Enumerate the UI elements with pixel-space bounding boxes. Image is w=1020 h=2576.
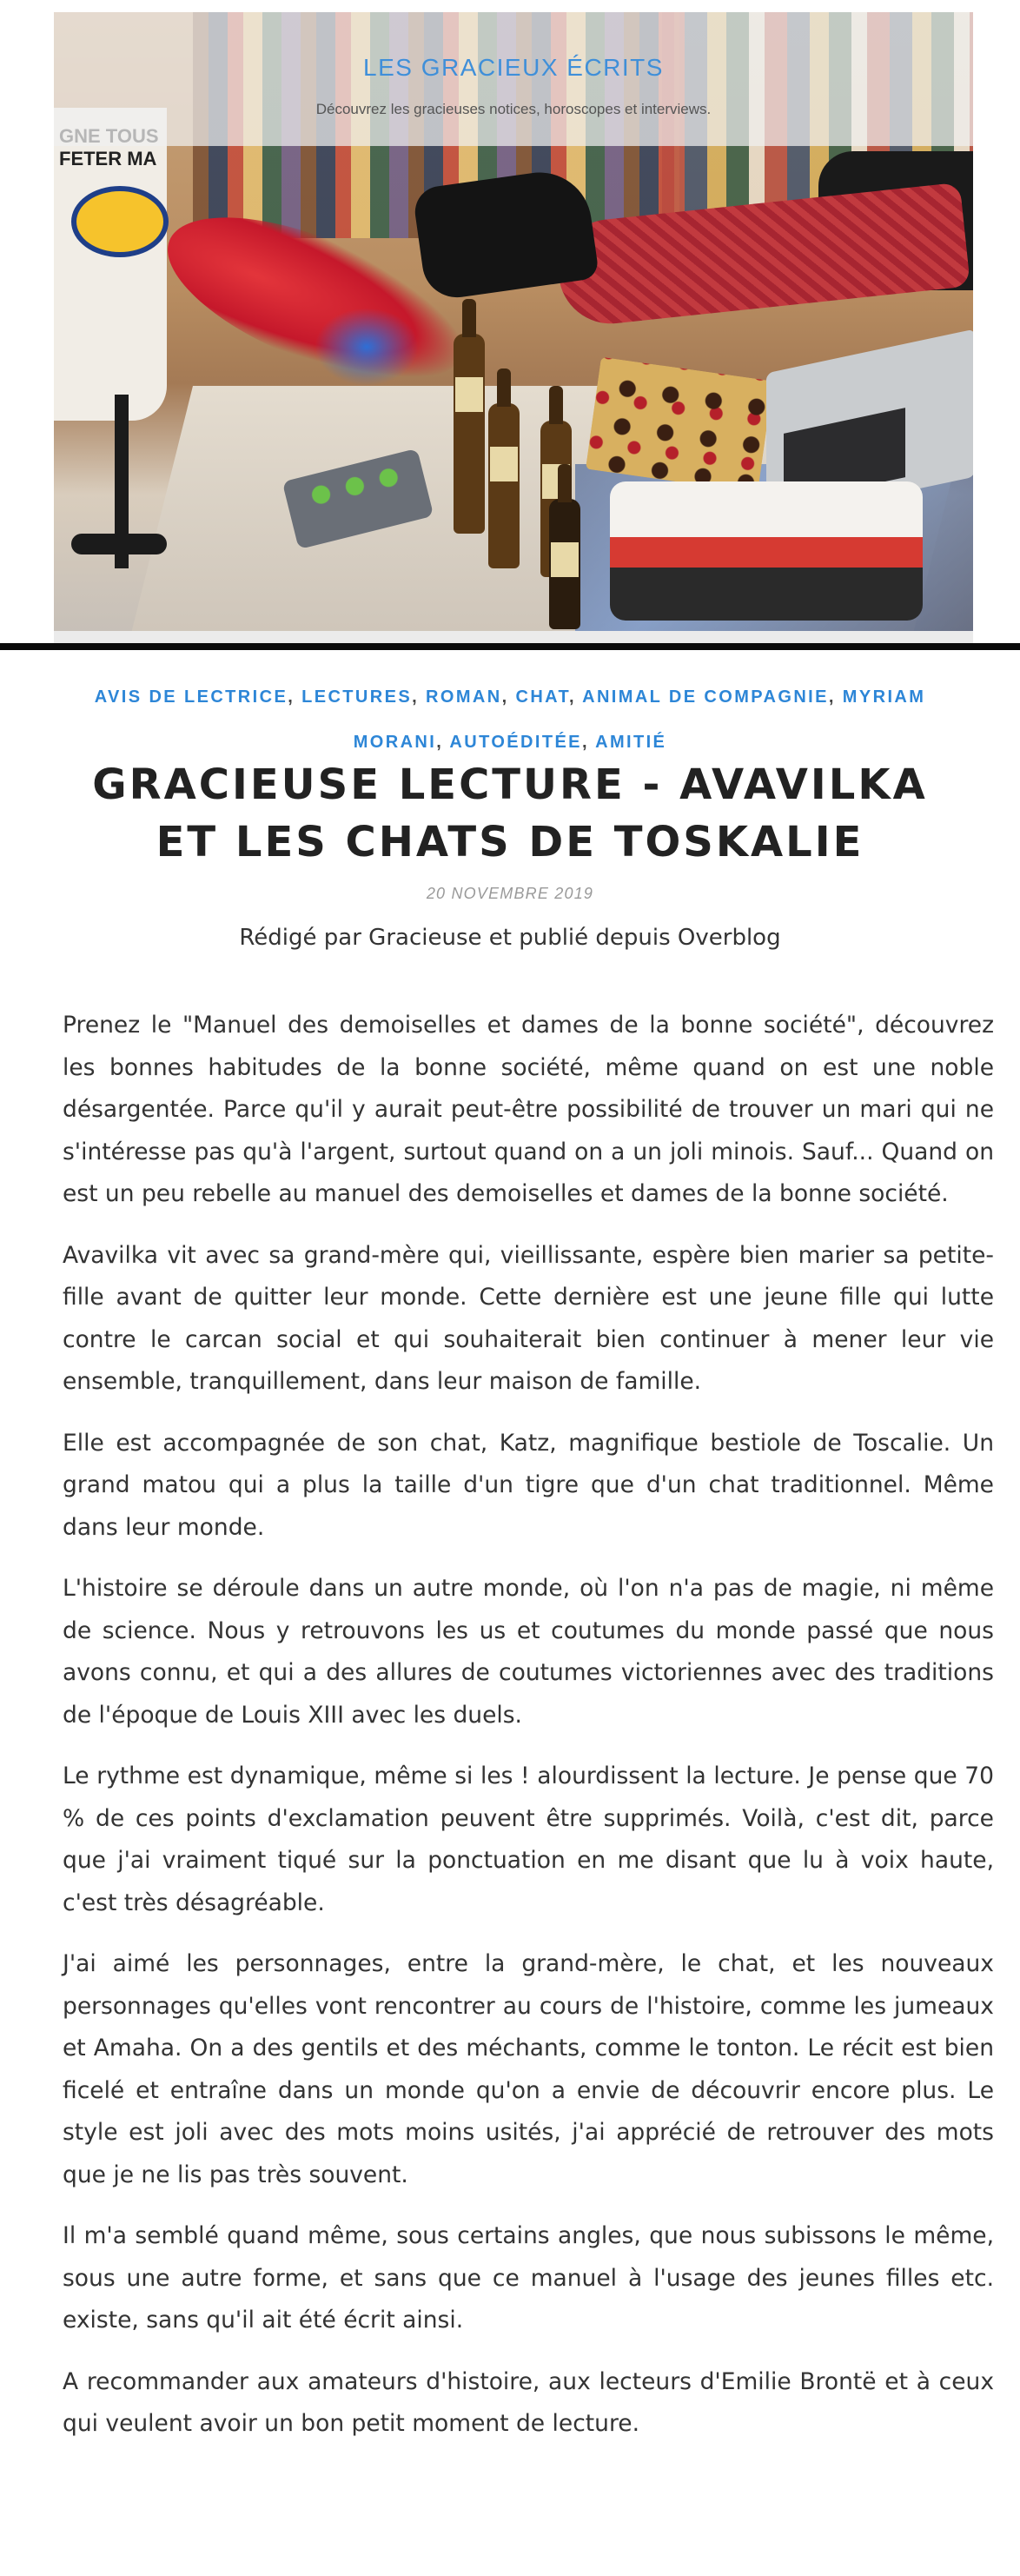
post-paragraph: Avavilka vit avec sa grand-mère qui, vieillissante, espère bien marier sa petite-fille avant de quitter leur monde. Cette dernière est une jeune fille qui lutte contre le carcan social et qui souhaiterait bien continuer à mener leur vie ensemble, tranquillement, dans leur maison de famille. — [63, 1241, 994, 1395]
category-link[interactable]: LECTURES — [301, 687, 413, 707]
chocolate-tray — [586, 357, 773, 494]
post-categories — [61, 674, 959, 765]
post-paragraph: Il m'a semblé quand même, sous certains angles, que nous subissons le même, sous une autre forme, et sans que ce manuel à l'usage des jeunes filles etc. existe, sans qu'il ait été écrit ainsi. — [63, 2222, 994, 2334]
header-divider — [0, 643, 1020, 650]
beer-bottle — [454, 334, 485, 534]
typewriter — [610, 481, 923, 621]
beer-bottle — [488, 403, 520, 568]
site-tagline: Découvrez les gracieuses notices, horoscopes et interviews. — [315, 101, 712, 117]
stand-base — [71, 534, 167, 554]
apron-logo — [71, 186, 169, 257]
post-date: 20 NOVEMBRE 2019 — [426, 885, 594, 902]
category-link[interactable]: CHAT — [515, 687, 569, 707]
category-separator: , — [501, 687, 516, 707]
post-paragraph: A recommander aux amateurs d'histoire, aux lecteurs d'Emilie Brontë et à ceux qui veulent avoir un bon petit moment de lecture. — [63, 2367, 994, 2437]
category-separator: , — [288, 687, 302, 707]
boot — [412, 166, 599, 302]
category-link[interactable]: ANIMAL DE COMPAGNIE — [582, 687, 829, 707]
category-separator: , — [412, 687, 427, 707]
category-link[interactable]: AMITIÉ — [595, 733, 667, 752]
category-link[interactable]: MYRIAM MORANI — [353, 687, 926, 752]
blue-feather — [315, 308, 419, 386]
category-link[interactable]: AUTOÉDITÉE — [449, 733, 582, 752]
post-paragraph: Le rythme est dynamique, même si les ! alourdissent la lecture. Je pense que 70 % de ces points d'exclamation peuvent être supprimés. Voilà, c'est dit, parce que j'ai vraiment tiqué sur la ponctuation en me disant que lu à voix haute, c'est très désagréable. — [63, 1763, 994, 1916]
post-paragraph: J'ai aimé les personnages, entre la grand-mère, le chat, et les nouveaux personnages qu'elles vont rencontrer au cours de l'histoire, comme les jumeaux et Amaha. On a des gentils et des méchants, comme le tonton. Le récit est bien ficelé et entraîne dans un monde qu'on a envie de découvrir encore plus. Le style est joli avec des mots moins usités, j'ai apprécié de retrouver des mots que je ne lis pas très souvent. — [63, 1950, 994, 2188]
site-branding — [54, 12, 973, 146]
beer-bottle — [549, 499, 580, 629]
category-separator: , — [568, 687, 583, 707]
post-paragraph: Prenez le "Manuel des demoiselles et dames de la bonne société", découvrez les bonnes habitudes de la bonne société, même quand on est une noble désargentée. Parce qu'il y aurait peut-être possibilité de trouver un mari qui ne s'intéresse pas qu'à l'argent, surtout quand on a un joli minois. Sauf... Quand on est un peu rebelle au manuel des demoiselles et dames de la bonne société. — [63, 1012, 994, 1207]
site-title[interactable]: LES GRACIEUX ÉCRITS — [363, 54, 664, 81]
apron-text: FETER MA — [59, 148, 157, 169]
category-separator: , — [828, 687, 843, 707]
category-link[interactable]: ROMAN — [426, 687, 502, 707]
post-paragraph: L'histoire se déroule dans un autre monde, où l'on n'a pas de magie, ni même de science. Nous y retrouvons les us et coutumes du monde passé que nous avons connu, et qui a des allures de coutumes victoriennes avec des traditions de l'époque de Louis XIII avec les duels. — [63, 1575, 994, 1729]
post-title[interactable]: GRACIEUSE LECTURE - AVAVILKA ET LES CHATS DE TOSKALIE — [92, 760, 928, 866]
post-content — [63, 1005, 994, 2465]
category-separator: , — [436, 733, 450, 752]
category-link[interactable]: AVIS DE LECTRICE — [94, 687, 288, 707]
header-bottom-band — [54, 631, 973, 643]
post-byline: Rédigé par Gracieuse et publié depuis Overblog — [239, 925, 781, 951]
category-separator: , — [581, 733, 596, 752]
post-paragraph: Elle est accompagnée de son chat, Katz, magnifique bestiole de Toscalie. Un grand matou qui a plus la taille d'un tigre que d'un chat traditionnel. Même dans leur monde. — [63, 1429, 994, 1541]
